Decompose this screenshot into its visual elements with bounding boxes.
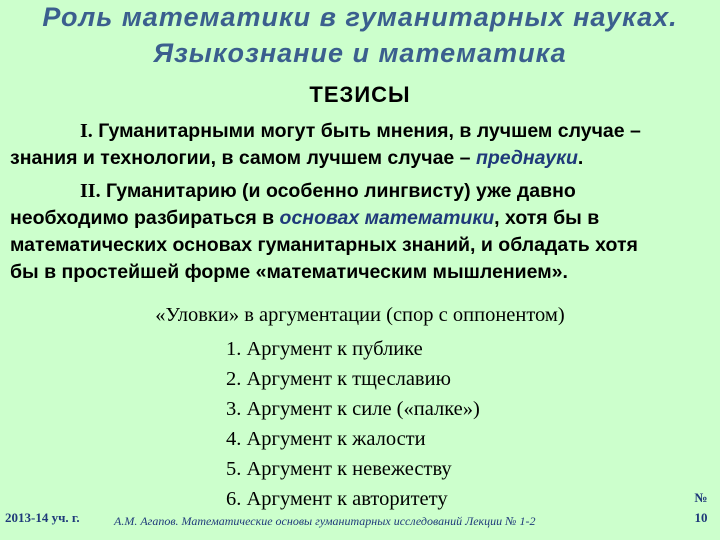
thesis-1 — [10, 118, 715, 172]
thesis-2 — [10, 178, 715, 286]
tricks-list-item: 6. Аргумент к авторитету — [226, 488, 448, 510]
tricks-title: «Уловки» в аргументации (спор с оппонентом) — [155, 304, 565, 326]
thesis-2-line-2-post: , хотя бы в — [494, 207, 600, 229]
tricks-list-item: 2. Аргумент к тщеславию — [226, 368, 451, 390]
thesis-1-numeral: I. — [80, 120, 93, 142]
tricks-list-item: 3. Аргумент к силе («палке») — [226, 398, 480, 420]
thesis-1-line-2 — [10, 145, 715, 172]
slide-title-line-2: Языкознание и математика — [153, 38, 567, 68]
footer-credit: А.М. Агапов. Математические основы гуманитарных исследований Лекции № 1-2 — [114, 514, 536, 528]
theses-heading: ТЕЗИСЫ — [309, 82, 411, 107]
thesis-2-line-2 — [10, 205, 715, 232]
tricks-list-item: 1. Аргумент к публике — [226, 338, 423, 360]
thesis-2-line-1-text: Гуманитарию (и особенно лингвисту) уже давно — [100, 180, 576, 202]
slide-number — [688, 488, 714, 528]
tricks-list — [226, 334, 480, 514]
slide-title-line-1: Роль математики в гуманитарных науках. — [42, 2, 678, 32]
tricks-list-item: 5. Аргумент к невежеству — [226, 458, 452, 480]
tricks-list-item: 4. Аргумент к жалости — [226, 428, 426, 450]
footer-academic-year: 2013-14 уч. г. — [5, 510, 80, 525]
thesis-2-numeral: II. — [80, 180, 101, 202]
thesis-2-line-2-pre: необходимо разбираться в — [10, 207, 280, 229]
thesis-2-line-3: математических основах гуманитарных знаний, и обладать хотя — [10, 234, 638, 256]
thesis-1-line-2-text: знания и технологии, в самом лучшем случае – — [10, 147, 476, 169]
thesis-2-emphasis: основах математики — [279, 207, 495, 229]
thesis-1-line-2-tail: . — [577, 147, 584, 169]
thesis-1-emphasis: преднауки — [475, 147, 578, 169]
thesis-1-line-1-text: Гуманитарными могут быть мнения, в лучшем случае – — [92, 120, 641, 142]
slide-number-value: 10 — [694, 510, 708, 525]
thesis-1-line-1 — [10, 118, 715, 145]
thesis-2-line-4: бы в простейшей форме «математическим мышлением». — [10, 261, 568, 283]
slide-number-sign: № — [694, 490, 708, 505]
thesis-2-line-1 — [10, 178, 715, 205]
